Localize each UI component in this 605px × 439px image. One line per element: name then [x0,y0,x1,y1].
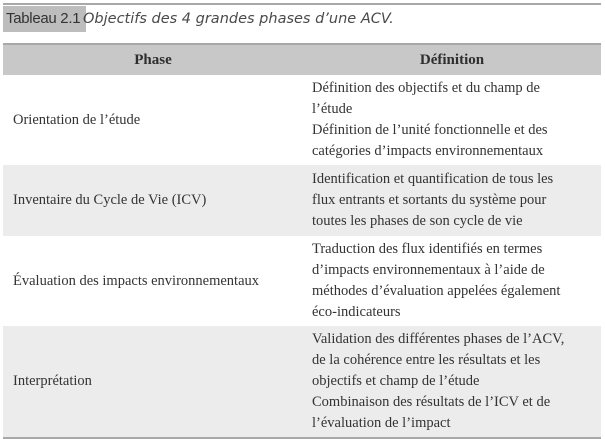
table-row [3,165,601,236]
definition-line: flux entrants et sortants du système pour [312,192,547,208]
phase-cell: Orientation de l’étude [13,111,141,128]
definition-line: Identification et quantification de tous les [312,171,554,187]
definition-line: Traduction des flux identifiés en termes [312,241,543,257]
definition-line: l’évaluation de l’impact [312,415,451,431]
definition-line: objectifs et champ de l’étude [312,373,480,389]
header-definition: Définition [419,51,485,68]
table-row [3,236,601,326]
caption-label: Tableau 2.1 [3,6,86,32]
definition-cell [303,326,601,438]
phase-cell: Interprétation [13,373,92,389]
definition-cell [303,236,601,326]
table-header [3,44,601,75]
table-body [3,75,601,438]
header-phase: Phase [134,51,172,68]
caption-title: Objectifs des 4 grandes phases d’une ACV. [83,11,394,27]
table-row [3,75,601,165]
definition-cell [303,75,601,165]
phases-table [3,43,601,439]
document-page [3,0,601,439]
definition-line: l’étude [312,101,353,117]
table-caption [3,3,601,43]
definition-line: Validation des différentes phases de l’ACV, [312,331,565,347]
definition-line: toutes les phases de son cycle de vie [312,213,523,229]
header-row [3,44,601,75]
definition-cell [303,165,601,236]
phase-cell: Inventaire du Cycle de Vie (ICV) [13,192,207,208]
definition-line: Combinaison des résultats de l’ICV et de [312,394,551,410]
definition-line: catégories d’impacts environnementaux [312,143,544,159]
definition-line: Définition des objectifs et du champ de [312,80,540,96]
phase-cell: Évaluation des impacts environnementaux [13,272,260,289]
definition-line: d’impacts environnementaux à l’aide de [312,262,545,278]
definition-line: méthodes d’évaluation appelées également [312,283,561,299]
table-row [3,326,601,438]
definition-line: Définition de l’unité fonctionnelle et des [312,122,548,138]
definition-line: éco-indicateurs [312,304,401,320]
definition-line: de la cohérence entre les résultats et les [312,352,541,368]
